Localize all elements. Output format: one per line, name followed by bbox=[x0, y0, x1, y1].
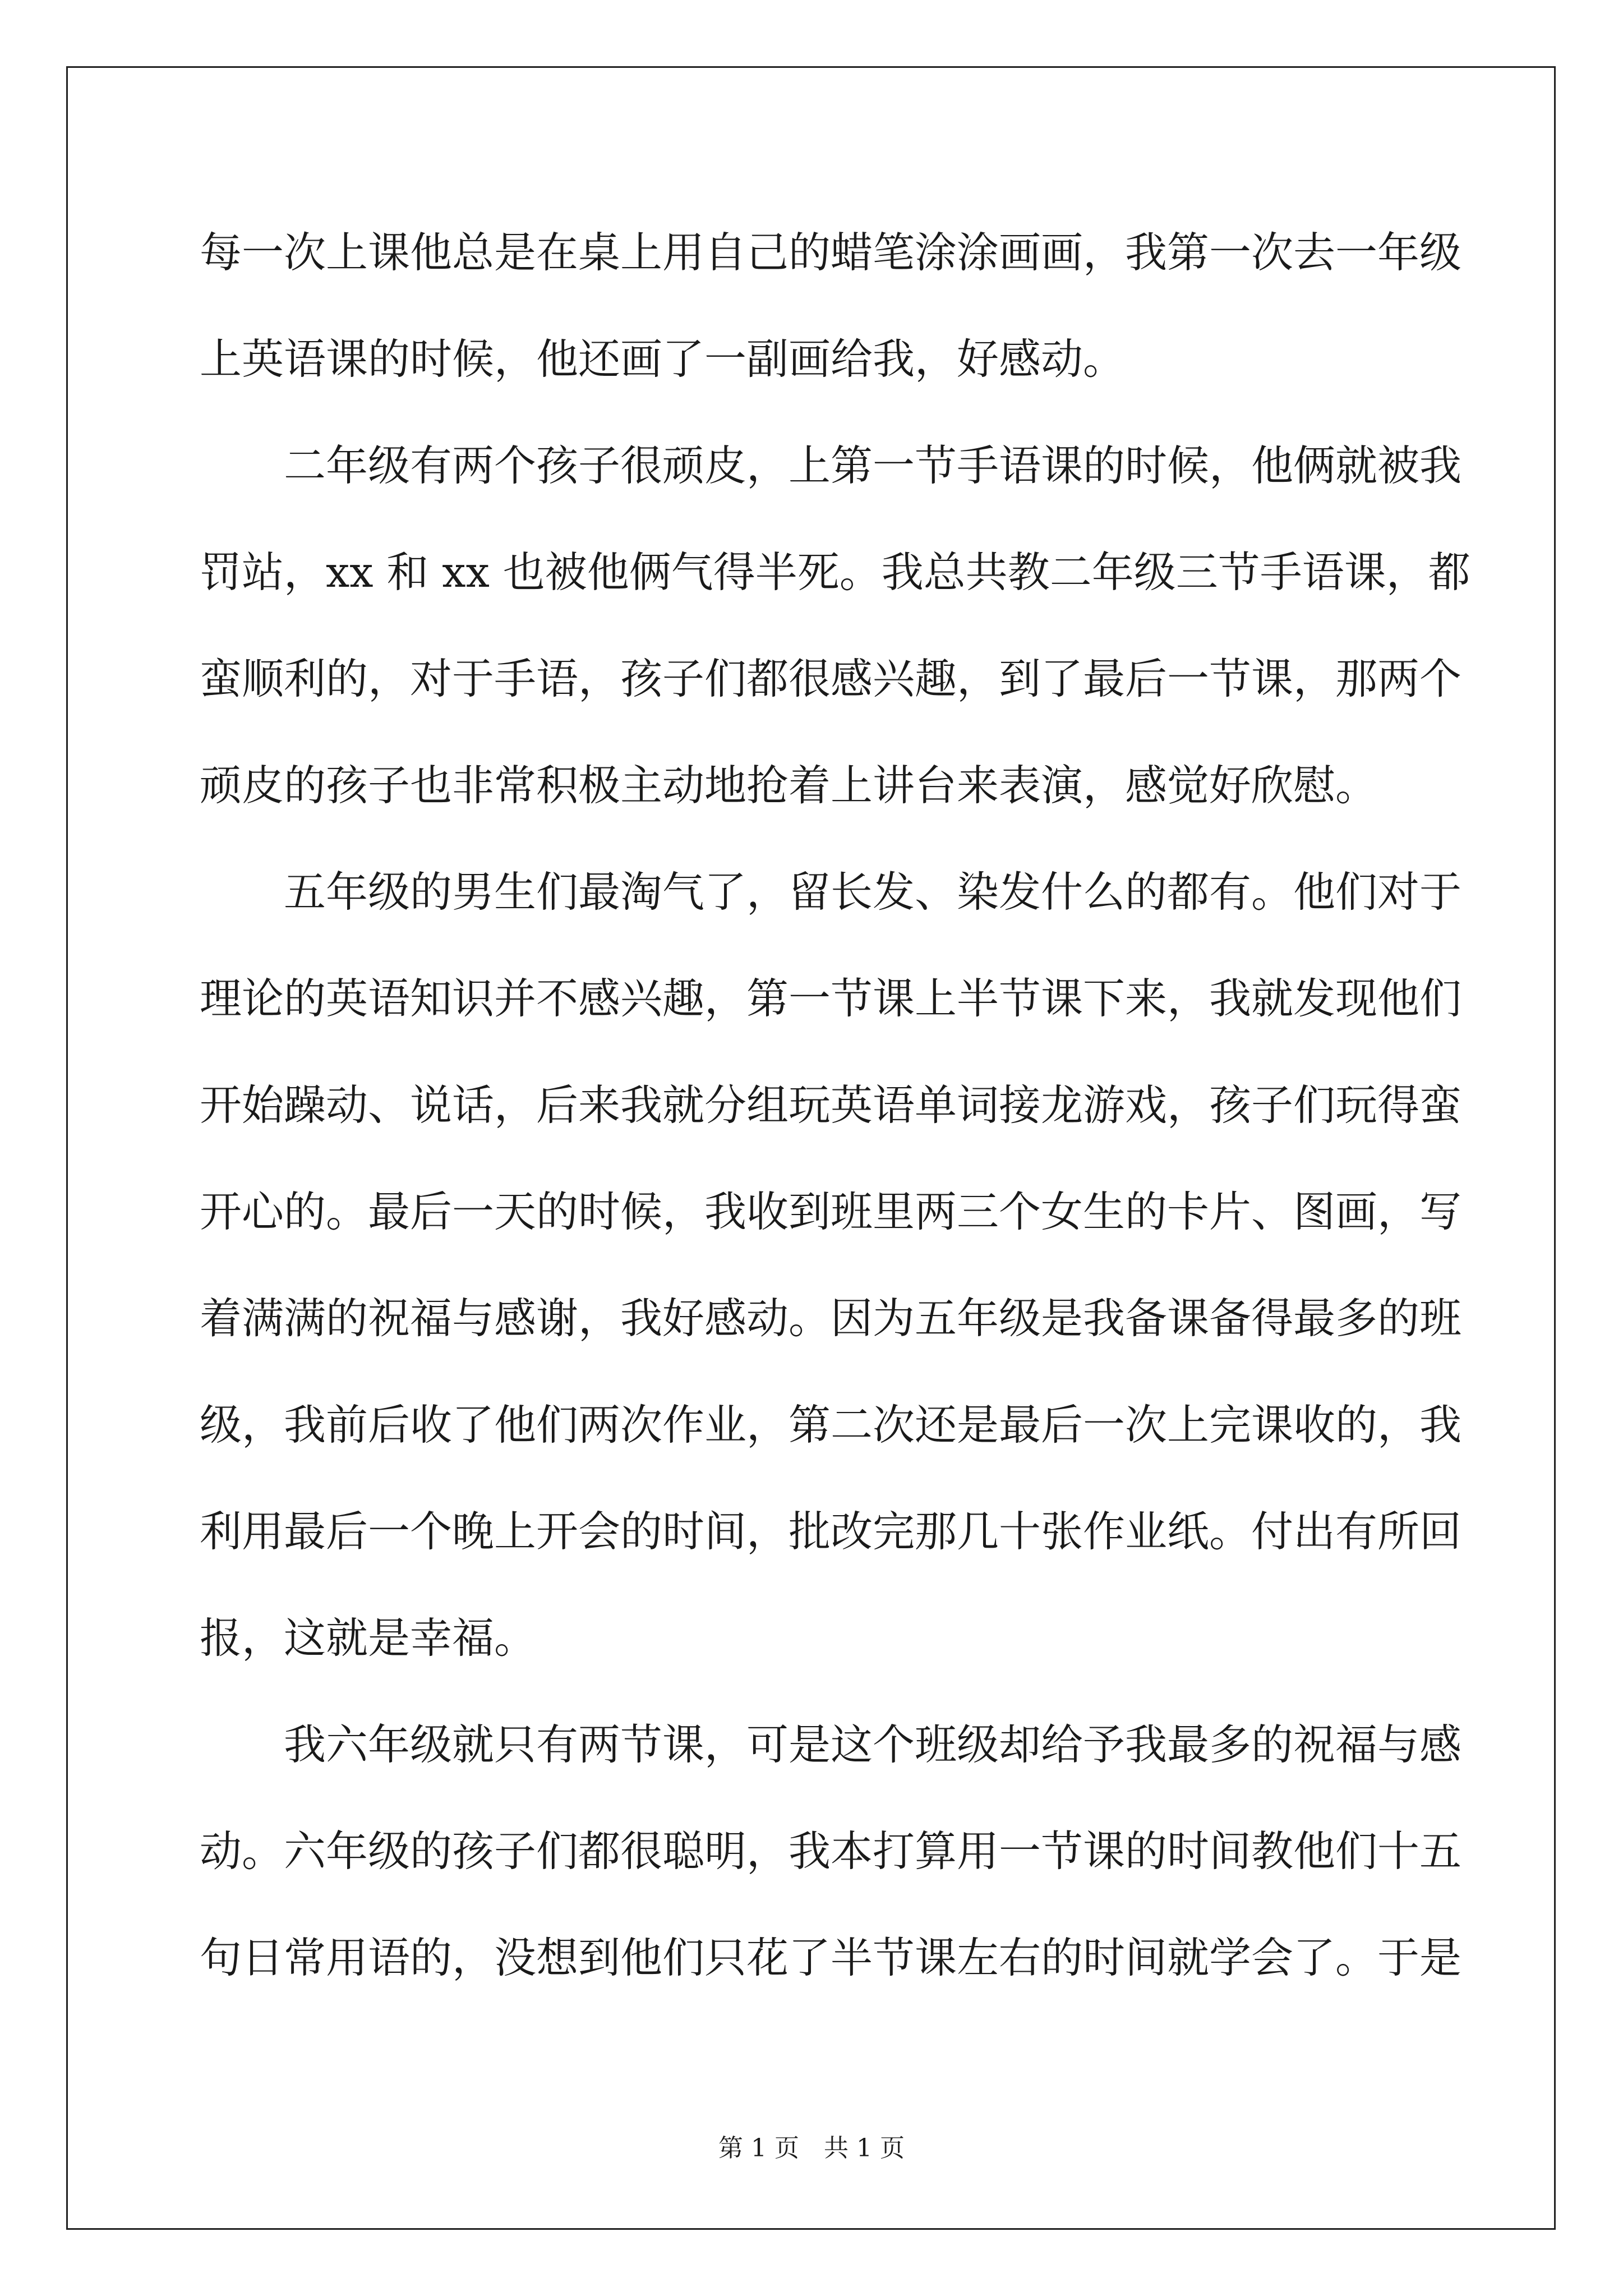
text-line: 二年级有两个孩子很顽皮，上第一节手语课的时候，他俩就被我 bbox=[200, 441, 1462, 490]
text-line: 罚站，xx 和 xx 也被他俩气得半死。我总共教二年级三节手语课，都 bbox=[200, 547, 1470, 597]
text-line: 开始躁动、说话，后来我就分组玩英语单词接龙游戏，孩子们玩得蛮 bbox=[200, 1080, 1462, 1130]
text-line: 报，这就是幸福。 bbox=[200, 1613, 537, 1663]
text-line: 上英语课的时候，他还画了一副画给我，好感动。 bbox=[200, 334, 1126, 384]
text-line: 顽皮的孩子也非常积极主动地抢着上讲台来表演，感觉好欣慰。 bbox=[200, 761, 1378, 810]
text-line: 我六年级就只有两节课，可是这个班级却给予我最多的祝福与感 bbox=[200, 1720, 1462, 1769]
text-line: 开心的。最后一天的时候，我收到班里两三个女生的卡片、图画，写 bbox=[200, 1187, 1462, 1236]
document-body bbox=[200, 210, 1470, 2022]
text-line: 动。六年级的孩子们都很聪明，我本打算用一节课的时间教他们十五 bbox=[200, 1826, 1462, 1876]
text-line: 五年级的男生们最淘气了，留长发、染发什么的都有。他们对于 bbox=[200, 867, 1462, 917]
text-line: 利用最后一个晚上开会的时间，批改完那几十张作业纸。付出有所回 bbox=[200, 1507, 1462, 1556]
page-number-footer: 第 1 页 共 1 页 bbox=[718, 2134, 905, 2162]
text-line: 蛮顺利的，对于手语，孩子们都很感兴趣，到了最后一节课，那两个 bbox=[200, 654, 1462, 703]
text-line: 级，我前后收了他们两次作业，第二次还是最后一次上完课收的，我 bbox=[200, 1400, 1462, 1450]
text-line: 着满满的祝福与感谢，我好感动。因为五年级是我备课备得最多的班 bbox=[200, 1294, 1462, 1343]
text-line: 理论的英语知识并不感兴趣，第一节课上半节课下来，我就发现他们 bbox=[200, 974, 1462, 1023]
text-line: 句日常用语的，没想到他们只花了半节课左右的时间就学会了。于是 bbox=[200, 1933, 1462, 1982]
text-line: 每一次上课他总是在桌上用自己的蜡笔涂涂画画，我第一次去一年级 bbox=[200, 228, 1462, 277]
